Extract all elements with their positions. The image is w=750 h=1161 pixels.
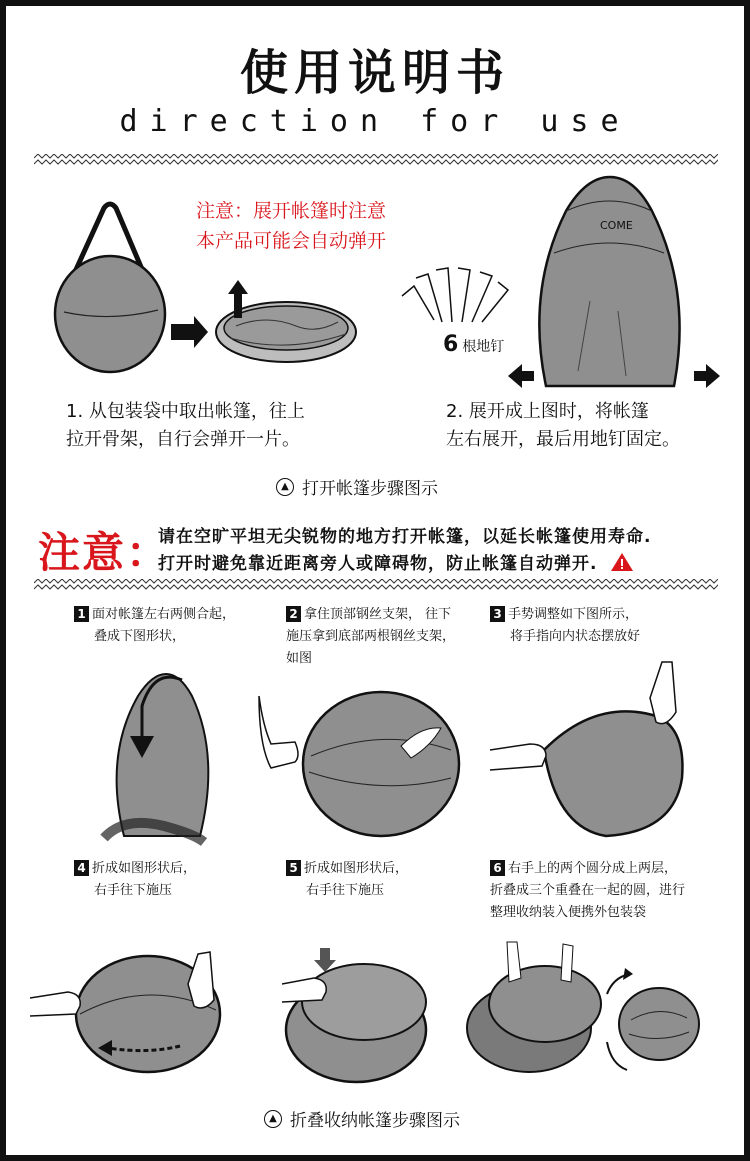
chevron-up-circle-icon: ▲ bbox=[264, 1110, 282, 1128]
fold-step-5 bbox=[286, 858, 476, 902]
warning-text bbox=[158, 524, 651, 578]
fold-step-4 bbox=[74, 858, 264, 902]
open-step1-line2: 拉开骨架，自行会弹开一片。 bbox=[66, 429, 300, 450]
stakes-count: 6 bbox=[443, 332, 459, 357]
folded-tent-rising-illustration bbox=[206, 276, 376, 371]
fold-step-2-illustration bbox=[251, 686, 466, 841]
tent-brand-text: COME bbox=[600, 219, 633, 232]
zigzag-divider-middle bbox=[34, 579, 718, 591]
fold-section-label bbox=[264, 1106, 460, 1131]
fold-step-6-number: 6 bbox=[490, 860, 505, 876]
warning-heading: 注意： bbox=[38, 528, 171, 577]
fold-step-2-line1: 拿住顶部钢丝支架， 往下 bbox=[304, 607, 452, 622]
open-red-note-line1: 注意：展开帐篷时注意 bbox=[196, 200, 387, 222]
fold-step-4-line1: 折成如图形状后， bbox=[92, 861, 197, 876]
fold-step-2-number: 2 bbox=[286, 606, 301, 622]
fold-step-6-line1: 右手上的两个圆分成上两层， bbox=[508, 861, 678, 876]
fold-step-3-line2: 将手指向内状态摆放好 bbox=[510, 629, 641, 644]
fold-step-5-number: 5 bbox=[286, 860, 301, 876]
open-step2-caption bbox=[446, 398, 680, 454]
fold-step-1 bbox=[74, 604, 264, 648]
page-subtitle: direction for use bbox=[119, 104, 631, 139]
fold-step-1-line1: 面对帐篷左右两侧合起， bbox=[92, 607, 236, 622]
open-red-note-line2: 本产品可能会自动弹开 bbox=[196, 230, 387, 252]
fold-step-6-illustration bbox=[461, 938, 711, 1088]
fold-step-6-line3: 整理收纳装入便携外包装袋 bbox=[490, 905, 647, 920]
fold-step-4-number: 4 bbox=[74, 860, 89, 876]
pop-up-tent-illustration bbox=[506, 171, 728, 396]
fold-step-3-line1: 手势调整如下图所示， bbox=[508, 607, 639, 622]
fold-step-5-illustration bbox=[264, 946, 454, 1086]
warning-line2-text: 打开时避免靠近距离旁人或障碍物，防止帐篷自动弹开. bbox=[158, 554, 598, 574]
fold-step-1-illustration bbox=[94, 666, 224, 846]
fold-step-2 bbox=[286, 604, 486, 670]
chevron-up-circle-icon: ▲ bbox=[276, 478, 294, 496]
fold-step-3-illustration bbox=[486, 658, 701, 848]
open-step2-line1: 2. 展开成上图时，将帐篷 bbox=[446, 401, 649, 422]
warning-triangle-icon bbox=[610, 552, 634, 572]
fold-step-3-number: 3 bbox=[490, 606, 505, 622]
open-section-label-text: 打开帐篷步骤图示 bbox=[302, 479, 438, 499]
open-red-note bbox=[196, 196, 386, 256]
fold-step-6-line2: 折叠成三个重叠在一起的圆，进行 bbox=[490, 883, 686, 898]
stakes-caption bbox=[443, 332, 504, 357]
fold-step-4-illustration bbox=[28, 944, 228, 1079]
fold-step-4-line2: 右手往下施压 bbox=[94, 883, 173, 898]
fold-step-5-line1: 折成如图形状后， bbox=[304, 861, 409, 876]
fold-step-2-line2: 施压拿到底部两根钢丝支架， bbox=[286, 629, 456, 644]
open-step2-line2: 左右展开，最后用地钉固定。 bbox=[446, 429, 680, 450]
zigzag-divider-top bbox=[34, 154, 718, 166]
warning-line2 bbox=[158, 551, 651, 578]
fold-step-1-line2: 叠成下图形状， bbox=[94, 629, 186, 644]
fold-step-2-line3: 如图 bbox=[286, 651, 313, 666]
tent-bag-illustration bbox=[46, 196, 216, 376]
open-section-label bbox=[276, 474, 438, 499]
fold-section-label-text: 折叠收纳帐篷步骤图示 bbox=[290, 1111, 460, 1131]
fold-step-1-number: 1 bbox=[74, 606, 89, 622]
fold-step-5-line2: 右手往下施压 bbox=[306, 883, 385, 898]
open-step1-caption bbox=[66, 398, 305, 454]
page-title: 使用说明书 bbox=[239, 45, 510, 101]
fold-step-6 bbox=[490, 858, 730, 924]
warning-line1: 请在空旷平坦无尖锐物的地方打开帐篷，以延长帐篷使用寿命. bbox=[158, 527, 652, 547]
stakes-label: 根地钉 bbox=[462, 339, 505, 355]
open-step1-line1: 1. 从包装袋中取出帐篷，往上 bbox=[66, 401, 305, 422]
fold-step-3 bbox=[490, 604, 720, 648]
